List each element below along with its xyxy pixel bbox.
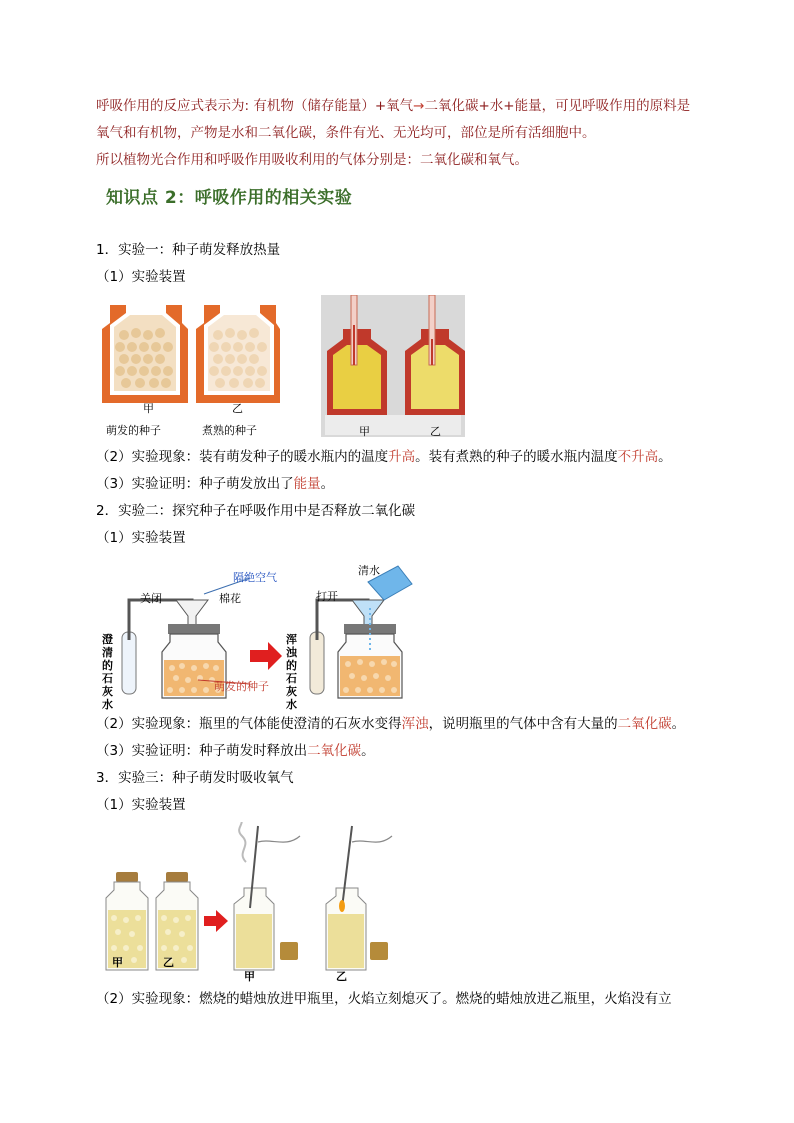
reaction-arrow: → [413,98,425,114]
exp1-highlight-rise: 升高 [388,449,416,465]
thermometer-figure [321,295,465,437]
exp1-highlight-norise: 不升高 [617,449,659,465]
intro-line-2: 氧气和有机物，产物是水和二氧化碳，条件有光、无光均可，部位是所有活细胞中。 [96,125,596,141]
exp1-phenomenon-c: 。 [658,449,672,465]
label-open: 打开 [316,590,338,603]
intro-line-1 [96,97,690,115]
exp2-highlight-co2: 二氧化碳 [617,716,672,732]
exp2-proof [96,742,375,760]
label-clear-limewater-1: 澄清 [102,633,113,659]
fig1-label-yi: 乙 [232,402,243,415]
exp2-device-label: （1）实验装置 [96,530,186,546]
exp1-phenomenon-b: 。装有煮熟的种子的暖水瓶内温度 [415,449,618,465]
fig1-caption-boiled: 煮熟的种子 [202,424,257,437]
label-clear-limewater-3: 灰水 [102,685,113,711]
exp1-proof-b: 。 [320,476,335,492]
exp1-proof-a: （3）实验证明：种子萌发放出了 [96,476,294,492]
exp1-highlight-energy: 能量 [293,476,321,492]
oxygen-experiment-figure [96,822,396,982]
exp1-title: 1．实验一：种子萌发释放热量 [96,242,281,258]
label-cotton: 棉花 [219,592,241,605]
exp2-proof-a: （3）实验证明：种子萌发时释放出 [96,743,308,759]
fig1-caption-germinating: 萌发的种子 [106,424,161,437]
fig3-label-yi-1: 乙 [163,956,174,969]
label-germinating-seeds: 萌发的种子 [214,680,269,693]
exp3-device-label: （1）实验装置 [96,797,186,813]
fig3-label-jia-2: 甲 [244,970,255,983]
intro-line-3: 所以植物光合作用和呼吸作用吸收利用的气体分别是：二氧化碳和氧气。 [96,152,528,168]
exp3-title: 3．实验三：种子萌发时吸收氧气 [96,770,294,786]
label-clear-limewater-2: 的石 [102,659,113,685]
exp2-highlight-co2-proof: 二氧化碳 [307,743,362,759]
label-turbid-limewater-3: 灰水 [286,685,297,711]
exp1-phenomenon [96,448,672,466]
label-clear-water: 清水 [358,564,380,577]
label-turbid-limewater-2: 的石 [286,659,297,685]
exp1-proof [96,475,334,493]
exp2-phenomenon-c: 。 [671,716,686,732]
label-turbid-limewater-1: 浑浊 [286,633,297,659]
exp1-device-label: （1）实验装置 [96,269,186,285]
intro-text-b: 二氧化碳+水+能量，可见呼吸作用的原料是 [424,98,691,114]
fig2-label-jia: 甲 [359,425,370,438]
exp3-phenomenon: （2）实验现象：燃烧的蜡烛放进甲瓶里，火焰立刻熄灭了。燃烧的蜡烛放进乙瓶里，火焰没有立 [96,991,672,1007]
exp2-highlight-turbid: 浑浊 [401,716,429,732]
intro-text-a: 呼吸作用的反应式表示为: 有机物（储存能量）+氧气 [96,98,414,114]
fig3-label-jia-1: 甲 [112,956,123,969]
exp1-phenomenon-a: （2）实验现象：装有萌发种子的暖水瓶内的温度 [96,449,389,465]
section-heading: 知识点 2：呼吸作用的相关实验 [106,188,353,208]
label-isolate-air: 隔绝空气 [233,571,277,584]
label-close: 关闭 [140,592,162,605]
exp2-title: 2．实验二：探究种子在呼吸作用中是否释放二氧化碳 [96,503,416,519]
exp2-phenomenon-b: ，说明瓶里的气体中含有大量的 [428,716,618,732]
exp2-phenomenon [96,715,685,733]
thermos-seed-figure [96,295,280,441]
exp2-phenomenon-a: （2）实验现象：瓶里的气体能使澄清的石灰水变得 [96,716,402,732]
fig2-label-yi: 乙 [430,425,441,438]
fig3-label-yi-2: 乙 [336,970,347,983]
exp2-proof-b: 。 [361,743,375,759]
fig1-label-jia: 甲 [143,402,154,415]
